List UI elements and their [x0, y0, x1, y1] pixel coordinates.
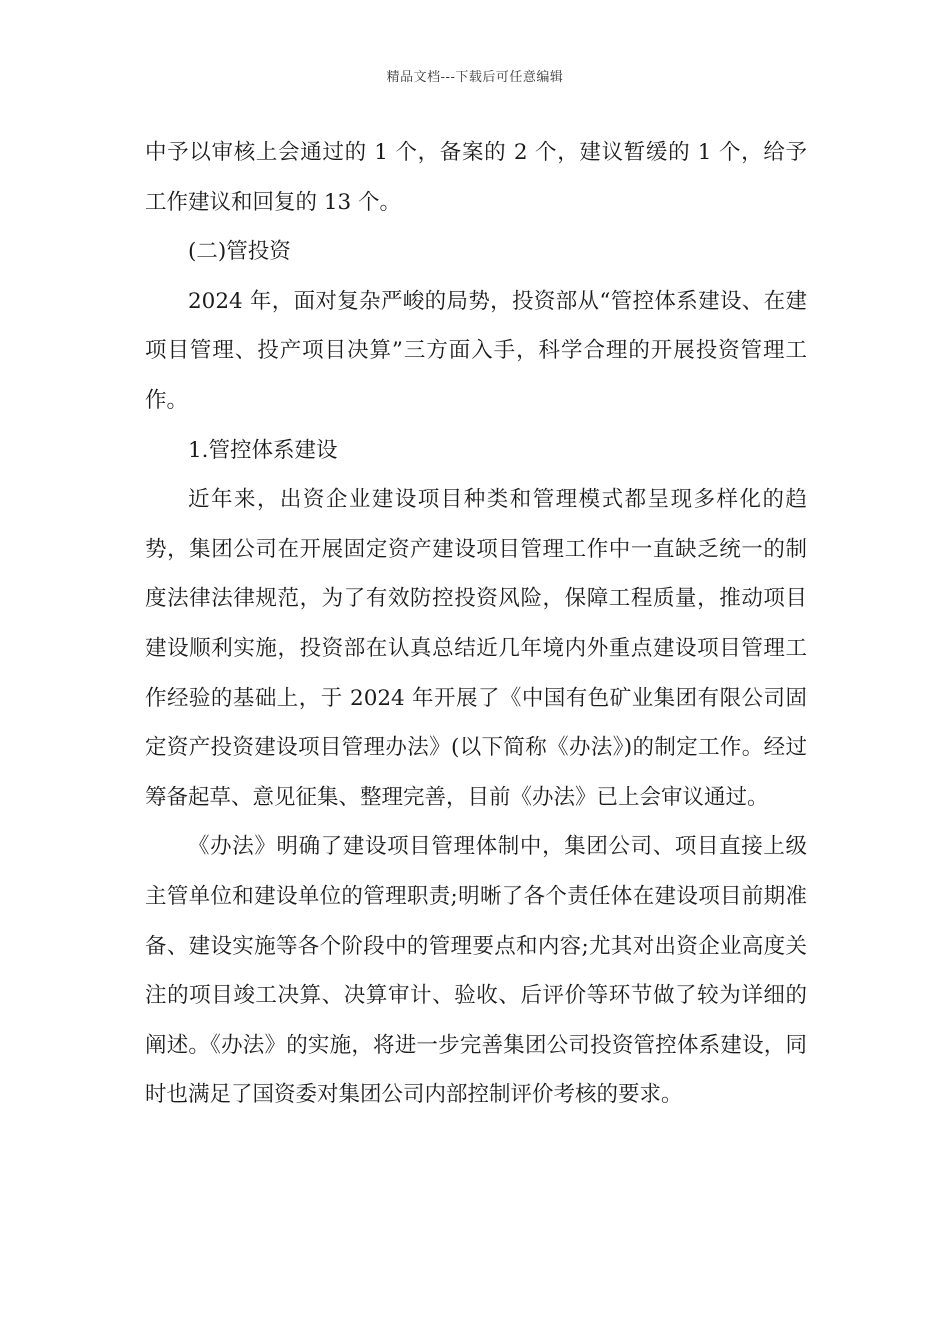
subsection-heading-control-system: 1.管控体系建设: [188, 437, 338, 463]
section-heading-manage-investment: (二)管投资: [188, 239, 291, 265]
paragraph-control-system: 近年来，出资企业建设项目种类和管理模式都呈现多样化的趋势，集团公司在开展固定资产建设项目管理工作中一直缺乏统一的制度法律法律规范，为了有效防控投资风险，保障工程质量，推动项目建设顺利实施，投资部在认真总结近几年境内外重点建设项目管理工作经验的基础上，于 2024 年开展了《中国有色矿业集团有限公司固定资产投资建设项目管理办法》(以下简称《办法》)的制定工作。经过筹备起草、意见征集、整理完善，目前《办法》已上会审议通过。: [145, 487, 807, 810]
paragraph-overview: 2024 年，面对复杂严峻的局势，投资部从“管控体系建设、在建项目管理、投产项目决算”三方面入手，科学合理的开展投资管理工作。: [145, 288, 807, 413]
document-body: [145, 128, 807, 1120]
paragraph-measures: 《办法》明确了建设项目管理体制中，集团公司、项目直接上级主管单位和建设单位的管理职责;明晰了各个责任体在建设项目前期准备、建设实施等各个阶段中的管理要点和内容;尤其对出资企业高度关注的项目竣工决算、决算审计、验收、后评价等环节做了较为详细的阐述。《办法》的实施，将进一步完善集团公司投资管控体系建设，同时也满足了国资委对集团公司内部控制评价考核的要求。: [145, 834, 807, 1108]
page-header: 精品文档---下载后可任意编辑: [386, 70, 564, 85]
paragraph-continuation: 中予以审核上会通过的 1 个，备案的 2 个，建议暂缓的 1 个，给予工作建议和回复的 13 个。: [145, 140, 807, 215]
